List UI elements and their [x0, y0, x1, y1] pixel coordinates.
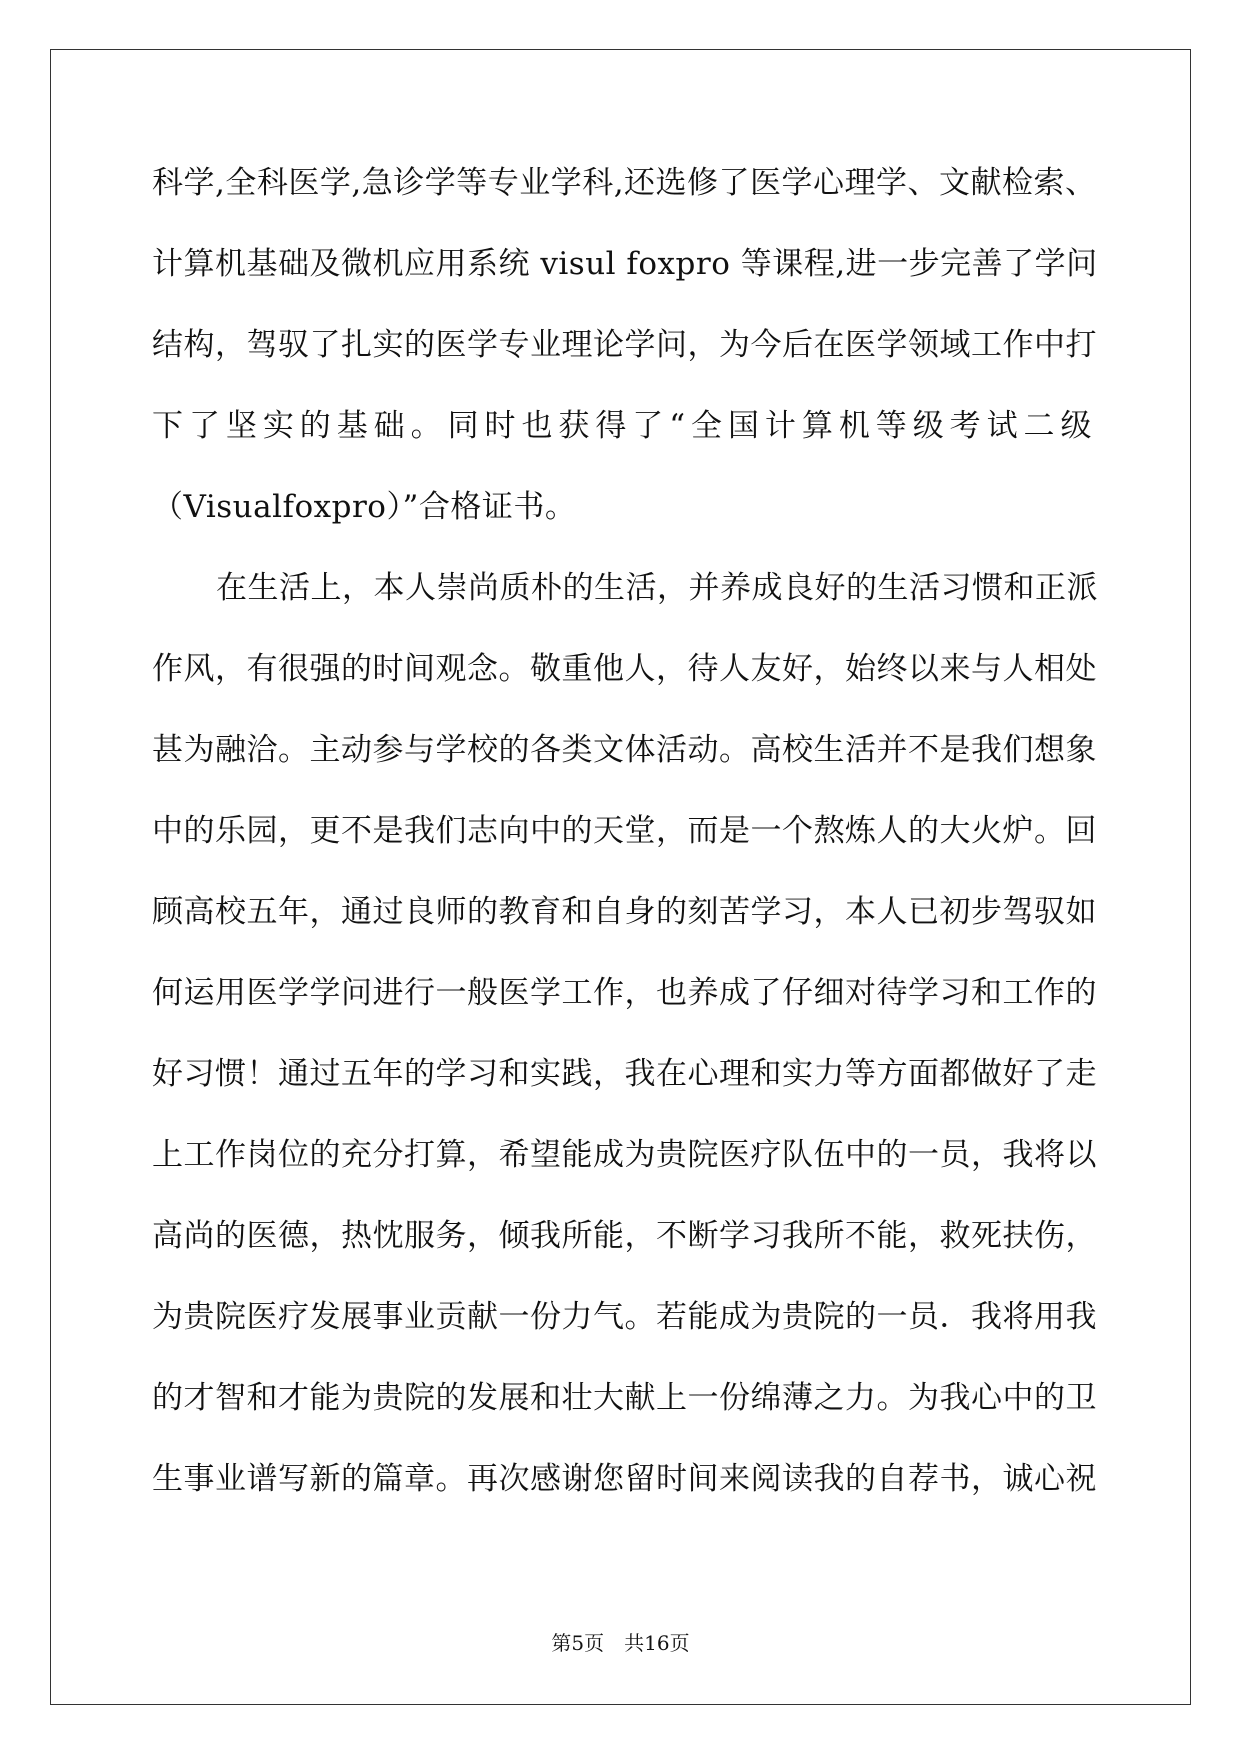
- text-line-5: （Visualfoxpro）”合格证书。: [152, 489, 577, 525]
- text-line-4: 下了坚实的基础。同时也获得了“全国计算机等级考试二级: [152, 408, 1092, 444]
- text-line-6: 在生活上，本人崇尚质朴的生活，并养成良好的生活习惯和正派: [216, 570, 1098, 606]
- text-line-14: 高尚的医德，热忱服务，倾我所能，不断学习我所不能，救死扶伤，: [152, 1218, 1097, 1254]
- text-line-10: 顾高校五年，通过良师的教育和自身的刻苦学习，本人已初步驾驭如: [152, 894, 1097, 930]
- text-line-12: 好习惯！通过五年的学习和实践，我在心理和实力等方面都做好了走: [152, 1056, 1097, 1092]
- text-line-1: 科学,全科医学,急诊学等专业学科,还选修了医学心理学、文献检索、: [152, 165, 1097, 201]
- page-number-label: 第5页 共16页: [551, 1631, 690, 1655]
- text-line-3: 结构，驾驭了扎实的医学专业理论学问，为今后在医学领域工作中打: [152, 327, 1097, 363]
- text-line-7: 作风，有很强的时间观念。敬重他人，待人友好，始终以来与人相处: [152, 651, 1097, 687]
- text-line-11: 何运用医学学问进行一般医学工作，也养成了仔细对待学习和工作的: [152, 975, 1097, 1011]
- page-number-footer: [0, 1627, 1241, 1656]
- text-line-13: 上工作岗位的充分打算，希望能成为贵院医疗队伍中的一员，我将以: [152, 1137, 1097, 1173]
- text-line-16: 的才智和才能为贵院的发展和壮大献上一份绵薄之力。为我心中的卫: [152, 1380, 1097, 1416]
- text-line-9: 中的乐园，更不是我们志向中的天堂，而是一个熬炼人的大火炉。回: [152, 813, 1097, 849]
- text-line-15: 为贵院医疗发展事业贡献一份力气。若能成为贵院的一员．我将用我: [152, 1299, 1097, 1335]
- text-line-8: 甚为融洽。主动参与学校的各类文体活动。高校生活并不是我们想象: [152, 732, 1097, 768]
- text-line-17: 生事业谱写新的篇章。再次感谢您留时间来阅读我的自荐书，诚心祝: [152, 1461, 1097, 1497]
- document-body: [152, 162, 1098, 1539]
- text-line-2: 计算机基础及微机应用系统 visul foxpro 等课程,进一步完善了学问: [152, 246, 1098, 282]
